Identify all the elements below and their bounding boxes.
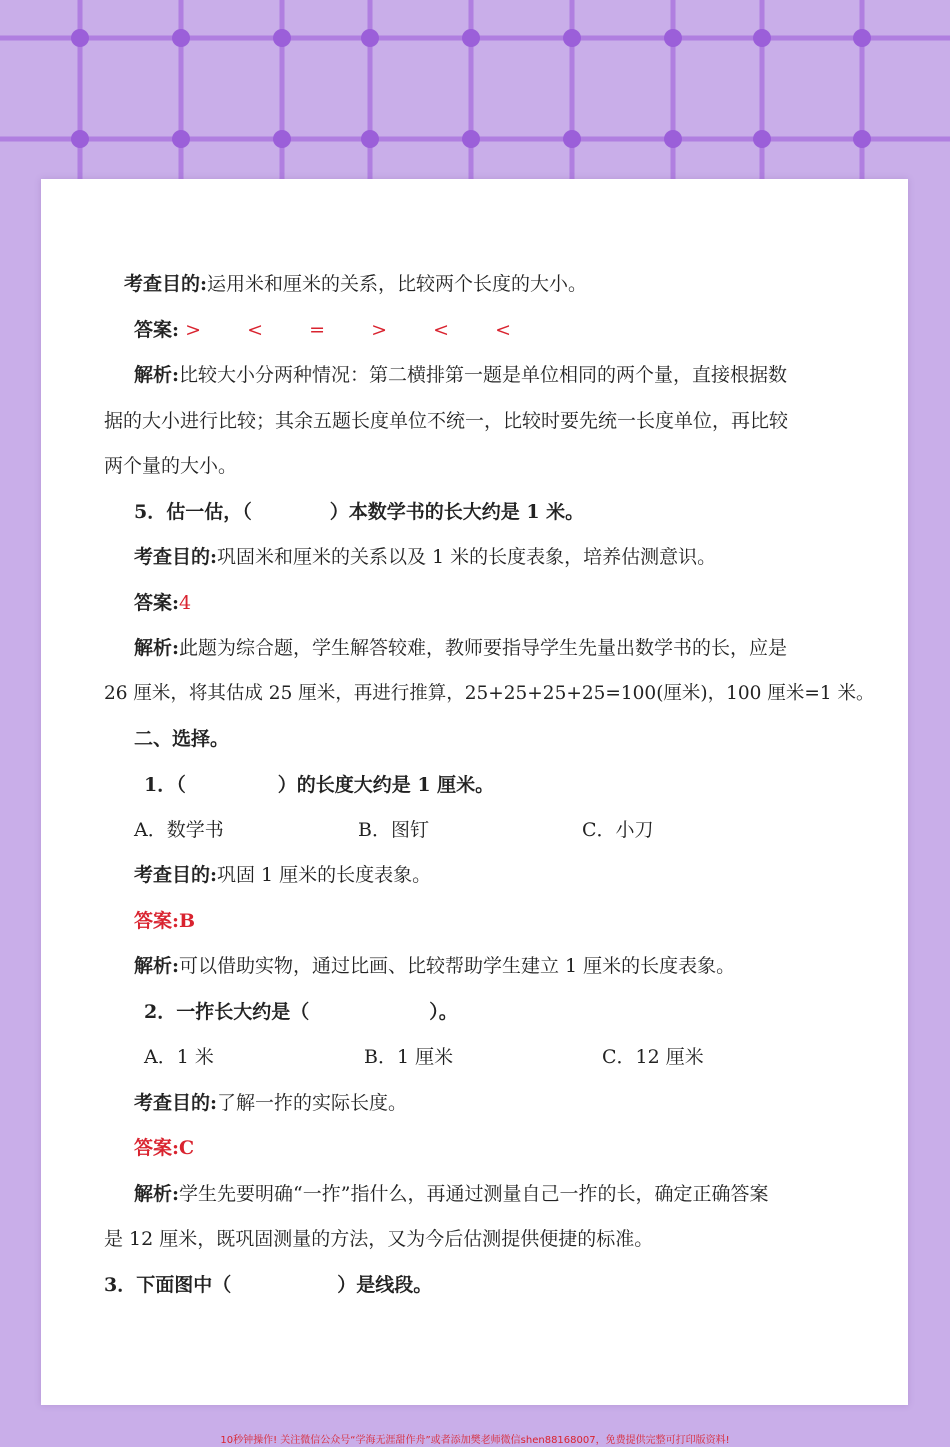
purpose-line-comparison [124,271,874,297]
footer-notice: 10秒钟操作! 关注微信公众号“学海无涯甜作舟”或者添加樊老师微信shen88168007，免费提供完整可打印版资料! [220,1435,730,1446]
analysis-line-cont: 两个量的大小。 [104,455,238,477]
answer-label: 答案: [134,319,180,341]
question-3 [104,1272,854,1298]
grid-dot [853,29,871,47]
question-suffix: ）本数学书的长大约是 1 米。 [329,501,585,523]
analysis-label: 解析: [134,955,180,977]
grid-dot [71,29,89,47]
answer-symbol: > [371,319,387,341]
question-5 [134,499,884,525]
answer-label: 答案: [134,1137,180,1159]
analysis-line-q5 [134,635,884,661]
grid-dot [563,130,581,148]
grid-dot [753,130,771,148]
grid-dot [172,29,190,47]
purpose-line-q1 [134,862,884,888]
analysis-line [134,362,884,388]
section-title: 二、选择。 [134,728,230,750]
purpose-text: 巩固米和厘米的关系以及 1 米的长度表象，培养估测意识。 [217,546,717,568]
question-prefix: 3．下面图中（ [104,1274,232,1296]
grid-dot [664,29,682,47]
analysis-text: 比较大小分两种情况：第二横排第一题是单位相同的两个量，直接根据数 [179,364,788,386]
analysis-text: 学生先要明确“一拃”指什么，再通过测量自己一拃的长，确定正确答案 [179,1183,769,1205]
purpose-label: 考查目的: [134,1092,218,1114]
grid-dot [563,29,581,47]
option-c: C．12 厘米 [602,1046,704,1068]
question-prefix: 5．估一估，（ [134,501,252,523]
answer-symbol: < [495,319,511,341]
purpose-text: 巩固 1 厘米的长度表象。 [217,864,432,886]
question-suffix: ）的长度大约是 1 厘米。 [277,774,495,796]
analysis-label: 解析: [134,1183,180,1205]
analysis-text: 可以借助实物，通过比画、比较帮助学生建立 1 厘米的长度表象。 [179,955,736,977]
answer-label: 答案: [134,910,180,932]
grid-dot [664,130,682,148]
analysis-label: 解析: [134,364,180,386]
grid-dot [462,29,480,47]
analysis-line-cont: 据的大小进行比较；其余五题长度单位不统一，比较时要先统一长度单位，再比较 [104,410,789,432]
option-a: A．1 米 [144,1046,214,1068]
answer-label: 答案: [134,592,180,614]
analysis-line-cont: 26 厘米，将其估成 25 厘米，再进行推算，25+25+25+25=100(厘米)，100 厘米=1 米。 [104,683,875,704]
answer-line-q5 [134,590,884,616]
option-c: C．小刀 [582,819,654,841]
analysis-text: 此题为综合题，学生解答较难，教师要指导学生先量出数学书的长，应是 [179,637,788,659]
purpose-line-q2 [134,1090,884,1116]
grid-dot [361,29,379,47]
purpose-line-q5 [134,544,884,570]
grid-dot [71,130,89,148]
grid-dot [462,130,480,148]
analysis-line-cont: 是 12 厘米，既巩固测量的方法，又为今后估测提供便捷的标准。 [104,1228,654,1250]
answer-value: C [179,1137,195,1159]
grid-dot [273,29,291,47]
purpose-label: 考查目的: [134,546,218,568]
question-suffix: ）是线段。 [337,1274,433,1296]
answer-symbol: < [247,319,263,341]
grid-dot [273,130,291,148]
analysis-line-q2 [134,1181,884,1207]
grid-dot [172,130,190,148]
answer-line-comparison [134,317,884,343]
option-b: B．图钉 [358,819,429,841]
option-a: A．数学书 [134,819,224,841]
option-b: B．1 厘米 [364,1046,454,1068]
analysis-label: 解析: [134,637,180,659]
question-2 [144,999,894,1025]
answer-line-q1 [134,908,884,934]
purpose-label: 考查目的: [134,864,218,886]
grid-dot [853,130,871,148]
answer-symbol: < [433,319,449,341]
options-q1 [134,817,884,843]
answer-line-q2 [134,1135,884,1161]
question-prefix: 1．（ [144,774,186,796]
analysis-line-q1 [134,953,884,979]
question-suffix: ）。 [429,1001,458,1023]
purpose-text: 了解一拃的实际长度。 [217,1092,408,1114]
answer-value: 4 [179,592,192,614]
purpose-text: 运用米和厘米的关系，比较两个长度的大小。 [207,273,588,295]
options-q2 [144,1044,894,1070]
question-prefix: 2．一拃长大约是（ [144,1001,310,1023]
purpose-label: 考查目的: [124,273,208,295]
answer-symbol: > [185,319,201,341]
answer-symbol: = [309,319,325,341]
grid-dot [361,130,379,148]
answer-value: B [179,910,196,932]
grid-dot [753,29,771,47]
question-1 [144,772,894,798]
